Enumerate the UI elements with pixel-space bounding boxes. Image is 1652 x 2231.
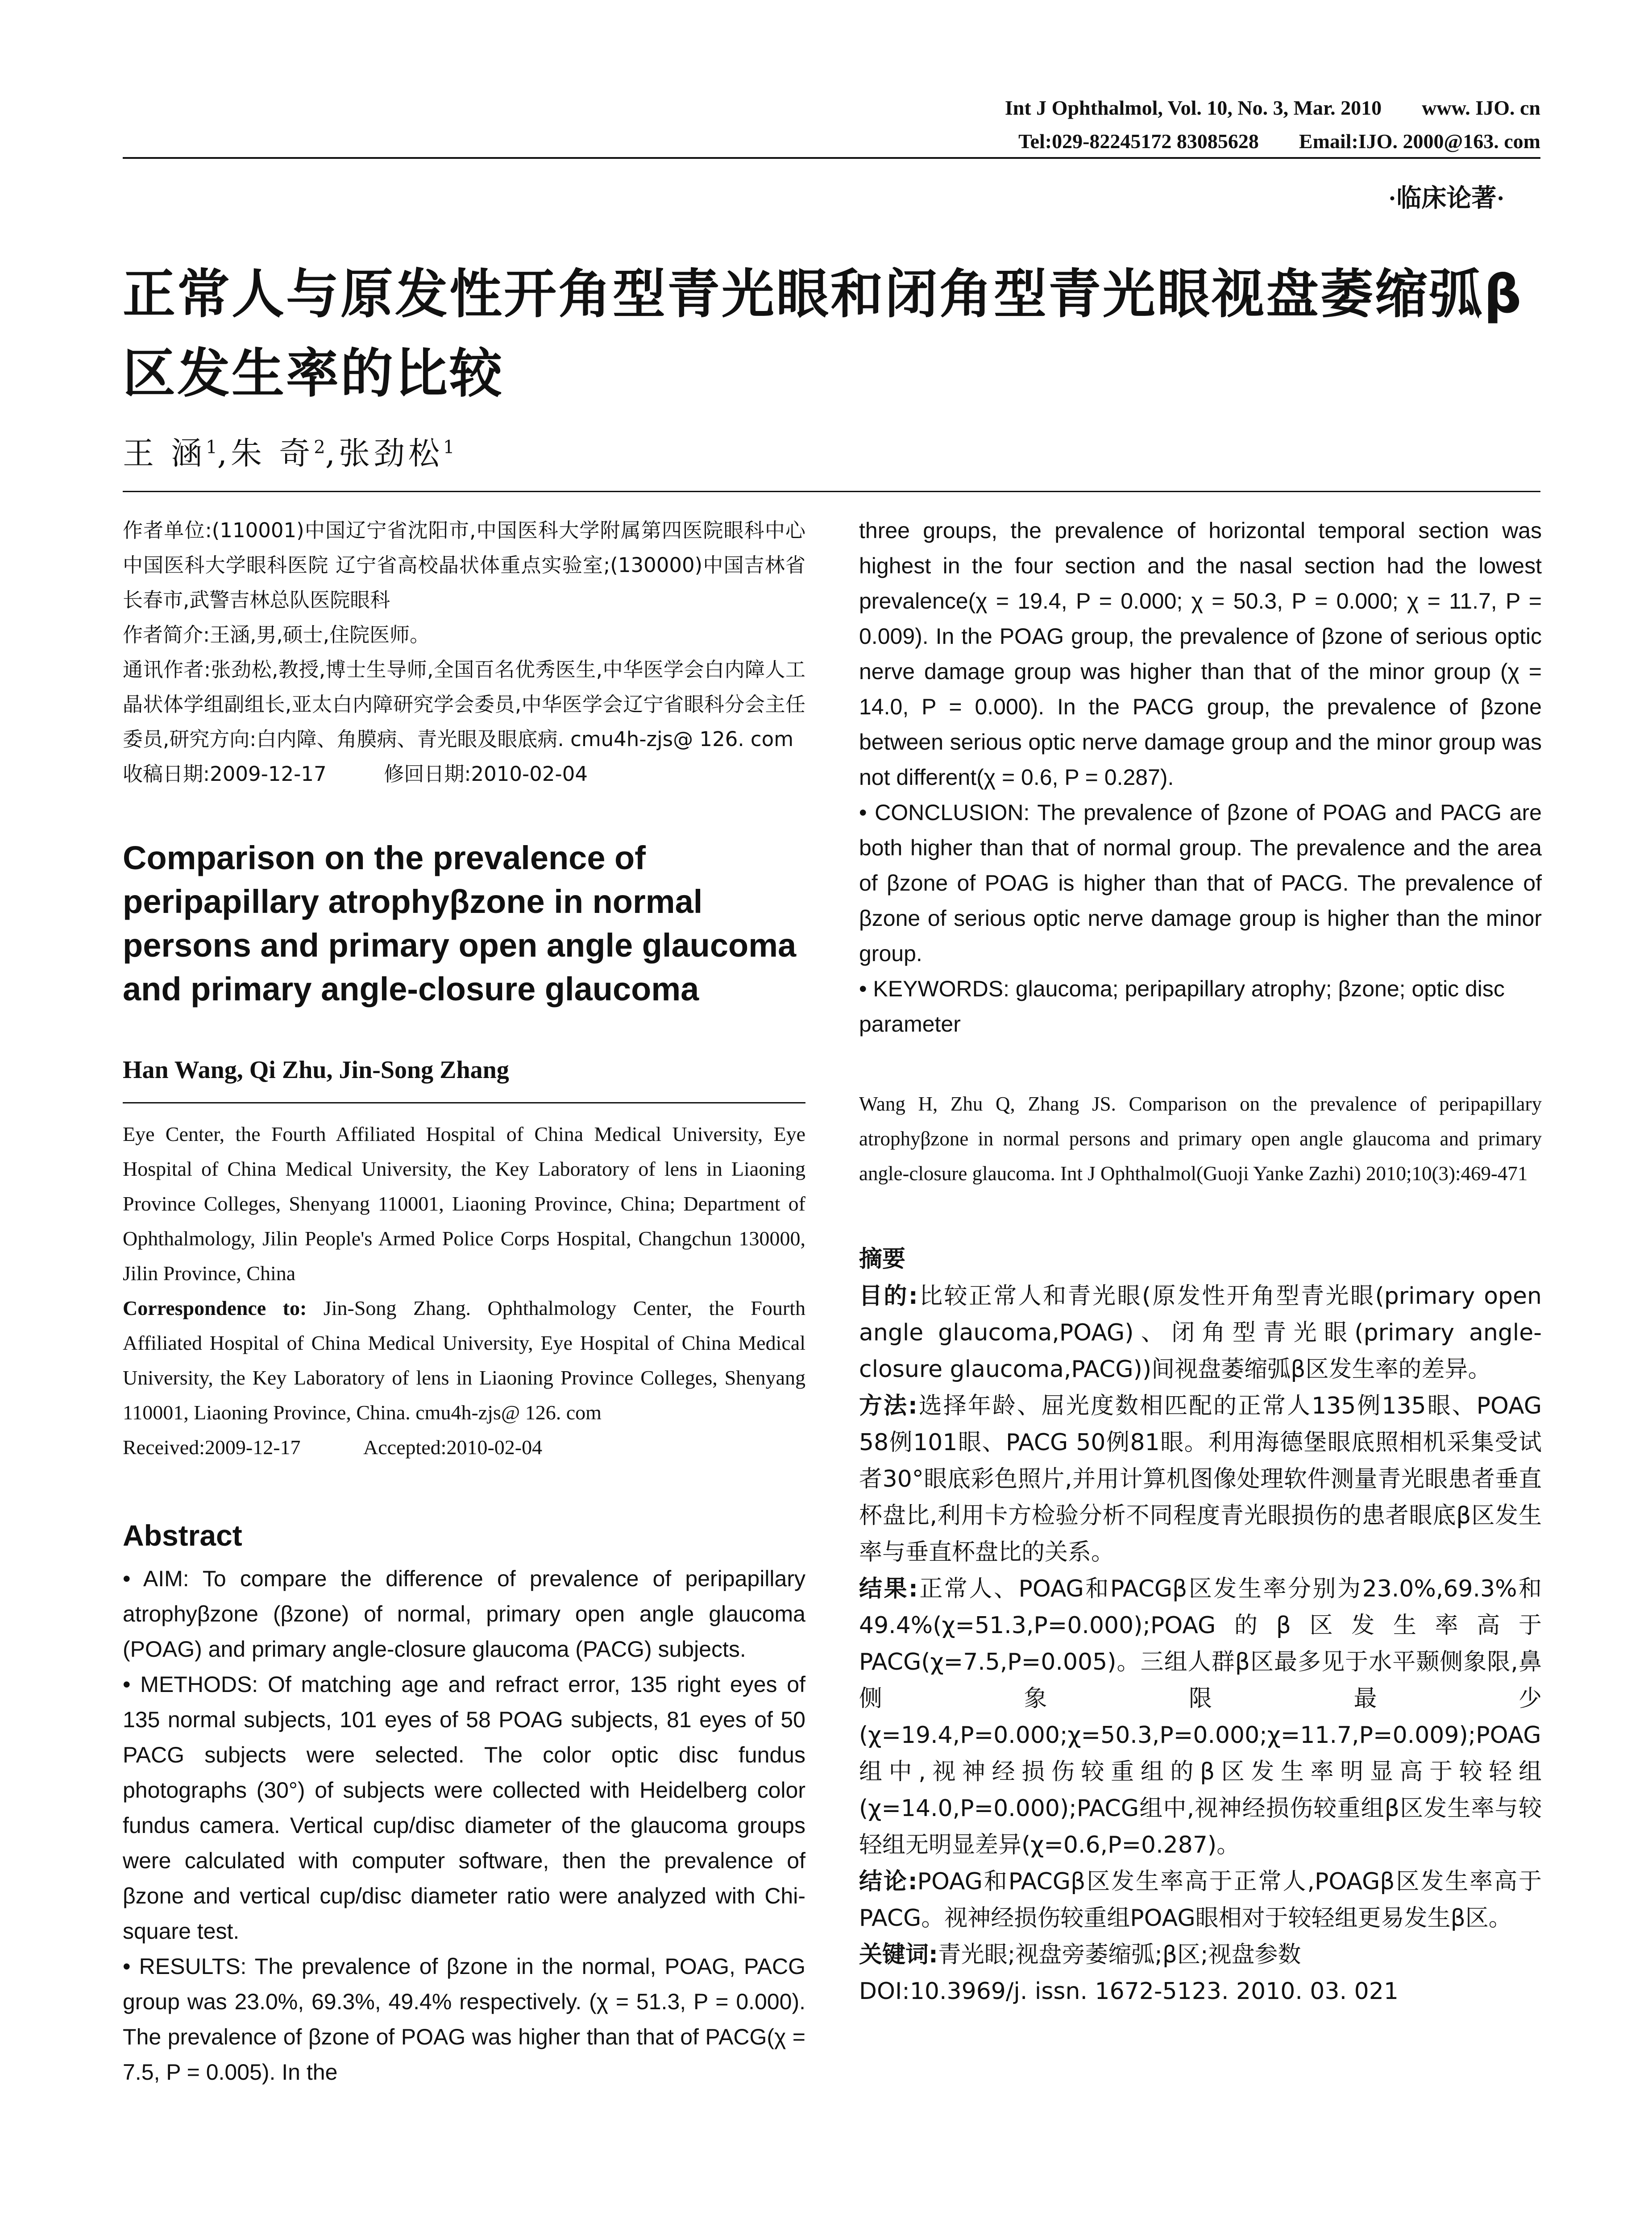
author-sup: 1 [206, 437, 217, 458]
journal-contact [1018, 129, 1540, 153]
citation: Wang H, Zhu Q, Zhang JS. Comparison on the prevalence of peripapillary atrophyβzone in normal persons and primary open angle glaucoma and primary angle-closure glaucoma. Int J Ophthalmol(Guoji Yanke Zazhi) 2010;10(3):469-471 [859, 1093, 1542, 1185]
affiliation-en: Eye Center, the Fourth Affiliated Hospital of China Medical University, Eye Hospital of China Medical University, the Key Laboratory of lens in Liaoning Province Colleges, Shenyang 110001, Liaoning Province, China; Department of Ophthalmology, Jilin People's Armed Police Corps Hospital, Changchun 130000, Jilin Province, China [123, 1123, 805, 1285]
conclusion-text-zh: POAG和PACGβ区发生率高于正常人,POAGβ区发生率高于PACG。视神经损伤较重组POAG眼相对于较轻组更易发生β区。 [859, 1868, 1542, 1932]
author-name: 朱 奇 [230, 435, 314, 472]
abstract-methods: • METHODS: Of matching age and refract error, 135 right eyes of 135 normal subjects, 101 eyes of 58 POAG subjects, 81 eyes of 50 PACG subjects were selected. The color optic disc fundus photographs (30°) of subjects were collected with Heidelberg color fundus camera. Vertical cup/disc diameter of the glaucoma groups were calculated with computer software, then the prevalence of βzone and vertical cup/disc diameter ratio were analyzed with Chi-square test. [123, 1672, 805, 1944]
authors-zh: 王 涵$^1$,朱 奇$^2$,张劲松$^1$ [123, 435, 455, 472]
correspondence-label: Correspondence to: [123, 1297, 307, 1319]
abstract-results-cont: three groups, the prevalence of horizontal temporal section was highest in the four section and the nasal section had the lowest prevalence(χ = 19.4, P = 0.000; χ = 50.3, P = 0.000; χ = 11.7, P = 0.009). In the POAG group, the prevalence of βzone of serious optic nerve damage group was higher than that of the minor group (χ = 14.0, P = 0.000). In the PACG group, the prevalence of βzone between serious optic nerve damage group and the minor group was not different(χ = 0.6, P = 0.287). [859, 518, 1542, 790]
journal-header [1005, 96, 1540, 120]
methods-text-zh: 选择年龄、屈光度数相匹配的正常人135例135眼、POAG 58例101眼、PACG 50例81眼。利用海德堡眼底照相机采集受试者30°眼底彩色照片,并用计算机图像处理软件测量青光眼患者垂直杯盘比,利用卡方检验分析不同程度青光眼损伤的患者眼底β区发生率与垂直杯盘比的关系。 [859, 1393, 1542, 1566]
accepted-date-en: Accepted:2010-02-04 [363, 1436, 543, 1459]
correspondence-zh: 通讯作者:张劲松,教授,博士生导师,全国百名优秀医生,中华医学会白内障人工晶状体学组副组长,亚太白内障研究学会委员,中华医学会辽宁省眼科分会主任委员,研究方向:白内障、角膜病、青光眼及眼底病. cmu4h-zjs@ 126. com [123, 658, 805, 751]
conclusion-label-zh: 结论: [859, 1868, 917, 1895]
abstract-zh-conclusion [859, 1863, 1542, 1937]
abstract-zh-aim [859, 1278, 1542, 1388]
abstract-aim: • AIM: To compare the difference of prevalence of peripapillary atrophyβzone (βzone) of normal, primary open angle glaucoma (POAG) and primary angle-closure glaucoma (PACG) subjects. [123, 1566, 805, 1662]
correspondence-text: Jin-Song Zhang. Ophthalmology Center, the Fourth Affiliated Hospital of China Medical University, Eye Hospital of China Medical University, the Key Laboratory of lens in Liaoning Province Colleges, Shenyang 110001, Liaoning Province, China. cmu4h-zjs@ 126. com [123, 1297, 805, 1424]
journal-info: Int J Ophthalmol, Vol. 10, No. 3, Mar. 2010 [1004, 96, 1382, 119]
header-rule [123, 157, 1540, 159]
article-title-zh: 正常人与原发性开角型青光眼和闭角型青光眼视盘萎缩弧β区发生率的比较 [123, 263, 1523, 404]
affiliation-zh: 作者单位:(110001)中国辽宁省沈阳市,中国医科大学附属第四医院眼科中心 中国医科大学眼科医院 辽宁省高校晶状体重点实验室;(130000)中国吉林省长春市,武警吉林总队医院眼科 [123, 518, 805, 612]
received-date-zh: 收稿日期:2009-12-17 [123, 762, 327, 786]
left-column [123, 513, 805, 2090]
dates-en [123, 1430, 805, 1465]
doi: DOI:10.3969/j. issn. 1672-5123. 2010. 03. 021 [859, 1978, 1399, 2005]
abstract-zh-results [859, 1571, 1542, 1863]
abstract-conclusion: • CONCLUSION: The prevalence of βzone of POAG and PACG are both higher than that of normal group. The prevalence and the area of βzone of POAG is higher than that of PACG. The prevalence of βzone of serious optic nerve damage group is higher than the minor group. [859, 800, 1542, 966]
article-title-en: Comparison on the prevalence of peripapillary atrophyβzone in normal persons and primary open angle glaucoma and primary angle-closure glaucoma [123, 839, 797, 1008]
authors-en: Han Wang, Qi Zhu, Jin-Song Zhang [123, 1056, 509, 1084]
revised-date-zh: 修回日期:2010-02-04 [384, 762, 588, 786]
journal-tel: Tel:029-82245172 83085628 [1018, 130, 1259, 153]
author-name: 王 涵 [123, 435, 206, 472]
journal-website: www. IJO. cn [1422, 96, 1540, 119]
author-sup: 2 [314, 437, 325, 458]
abstract-heading: Abstract [123, 1519, 242, 1552]
methods-label-zh: 方法: [859, 1393, 917, 1419]
keywords-label-zh: 关键词: [859, 1941, 938, 1968]
results-label-zh: 结果: [859, 1576, 918, 1602]
abstract-keywords: • KEYWORDS: glaucoma; peripapillary atrophy; βzone; optic disc parameter [859, 976, 1505, 1037]
correspondence-en [123, 1291, 805, 1430]
authors-rule [123, 491, 1540, 492]
author-intro-zh: 作者简介:王涵,男,硕士,住院医师。 [123, 623, 430, 647]
dates-zh [123, 757, 805, 792]
author-name: 张劲松 [338, 435, 443, 472]
right-column [859, 513, 1542, 2010]
keywords-text-zh: 青光眼;视盘旁萎缩弧;β区;视盘参数 [938, 1941, 1301, 1968]
results-text-zh: 正常人、POAG和PACGβ区发生率分别为23.0%,69.3%和49.4%(χ=51.3,P=0.000);POAG的β区发生率高于PACG(χ=7.5,P=0.005)。三组人群β区最多见于水平颞侧象限,鼻侧象限最少(χ=19.4,P=0.000;χ=50.3,P=0.000;χ=11.7,P=0.009);POAG组中,视神经损伤较重组的β区发生率明显高于较轻组(χ=14.0,P=0.000);PACG组中,视神经损伤较重组β区发生率与较轻组无明显差异(χ=0.6,P=0.287)。 [859, 1576, 1542, 1858]
aim-text-zh: 比较正常人和青光眼(原发性开角型青光眼(primary open angle glaucoma,POAG)、闭角型青光眼(primary angle-closure glaucoma,PACG))间视盘萎缩弧β区发生率的差异。 [859, 1283, 1542, 1383]
section-label: ·临床论著· [1388, 185, 1505, 212]
journal-email: Email:IJO. 2000@163. com [1299, 130, 1540, 153]
authors-en-rule [123, 1102, 805, 1103]
aim-label-zh: 目的: [859, 1283, 918, 1310]
abstract-zh-methods [859, 1388, 1542, 1571]
abstract-zh-heading: 摘要 [859, 1246, 906, 1273]
author-sup: 1 [443, 437, 455, 458]
abstract-results: • RESULTS: The prevalence of βzone in the normal, POAG, PACG group was 23.0%, 69.3%, 49.4% respectively. (χ = 51.3, P = 0.000). The prevalence of βzone of POAG was higher than that of PACG(χ = 7.5, P = 0.005). In the [123, 1954, 805, 2085]
received-date-en: Received:2009-12-17 [123, 1436, 301, 1459]
abstract-zh-keywords [859, 1937, 1542, 1973]
